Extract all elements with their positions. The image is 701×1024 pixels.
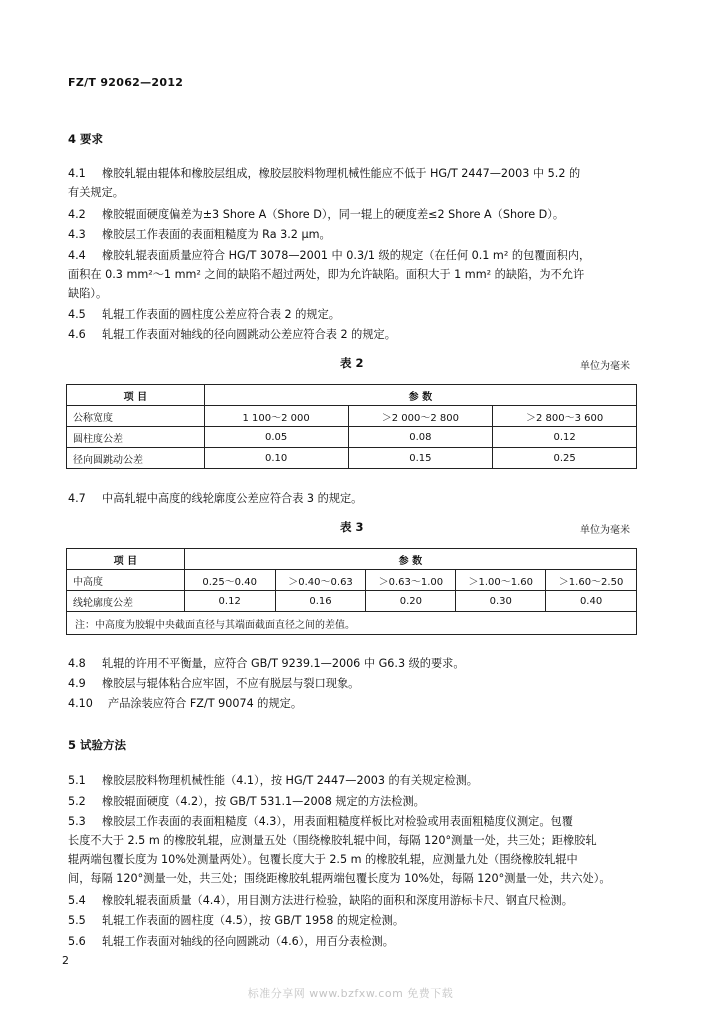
table-header-cell: 参 数 [184, 549, 636, 570]
clause-text: 有关规定。 [68, 186, 124, 199]
clause-4-3 [68, 225, 331, 244]
table-cell: 1 100～2 000 [204, 406, 348, 427]
clause-text: 缺陷）。 [68, 287, 108, 300]
page-number: 2 [62, 954, 69, 967]
clause-text: 轧辊的许用不平衡量，应符合 GB/T 9239.1—2006 中 G6.3 级的要求。 [102, 657, 465, 670]
clause-4-5 [68, 305, 340, 324]
clause-text: 轧辊工作表面对轴线的径向圆跳动（4.6），用百分表检测。 [102, 935, 394, 948]
clause-text: 橡胶辊面硬度（4.2），按 GB/T 531.1—2008 规定的方法检测。 [102, 795, 425, 808]
table-cell: 0.12 [493, 427, 637, 448]
clause-text: 橡胶轧辊表面质量（4.4），用目测方法进行检验，缺陷的面积和深度用游标卡尺、钢直尺检测。 [102, 894, 573, 907]
table-2-caption: 表 2 [340, 356, 364, 370]
table-cell: 0.10 [204, 448, 348, 469]
table-cell: 0.25 [493, 448, 637, 469]
clause-4-9 [68, 674, 359, 693]
clause-number: 5.1 [68, 774, 86, 787]
section-5-title: 5 试验方法 [68, 738, 127, 752]
table-header-row [67, 385, 637, 406]
clause-4-4 [68, 246, 590, 303]
table-cell: 0.12 [184, 591, 275, 612]
clause-5-4 [68, 891, 573, 910]
table-cell: ＞2 000～2 800 [348, 406, 493, 427]
clause-text: 产品涂装应符合 FZ/T 90074 的规定。 [108, 697, 303, 710]
table-cell: 0.40 [546, 591, 637, 612]
clause-number: 4.4 [68, 249, 86, 262]
table-note-row [67, 612, 637, 635]
table-cell: 0.30 [456, 591, 546, 612]
clause-number: 4.1 [68, 167, 86, 180]
clause-text: 间，每隔 120°测量一处，共三处；围绕距橡胶轧辊两端包覆长度为 10%处，每隔 120°测量一处，共六处）。 [68, 872, 611, 885]
clause-text: 面积在 0.3 mm²～1 mm² 之间的缺陷不超过两处，即为允许缺陷。面积大于 1 mm² 的缺陷，为不允许 [68, 268, 585, 281]
clause-number: 5.3 [68, 815, 86, 828]
clause-4-6 [68, 325, 396, 344]
table-header-row [67, 549, 637, 570]
table-cell: ＞2 800～3 600 [493, 406, 637, 427]
table-cell: ＞0.40～0.63 [275, 570, 366, 591]
table-cell: 线轮廓度公差 [67, 591, 185, 612]
clause-text: 轧辊工作表面的圆柱度（4.5），按 GB/T 1958 的规定检测。 [102, 914, 405, 927]
clause-4-1 [68, 164, 580, 202]
clause-text: 长度不大于 2.5 m 的橡胶轧辊，应测量五处（围绕橡胶轧辊中间，每隔 120°测量一处，共三处；距橡胶轧 [68, 834, 597, 847]
watermark: 标准分享网 www.bzfxw.com 免费下载 [247, 987, 454, 1000]
table-header-cell: 参 数 [204, 385, 636, 406]
clause-number: 4.5 [68, 308, 86, 321]
table-cell: ＞0.63～1.00 [366, 570, 456, 591]
clause-5-5 [68, 911, 404, 930]
table-row [67, 406, 637, 427]
clause-number: 4.6 [68, 328, 86, 341]
table-cell: 0.15 [348, 448, 493, 469]
clause-number: 5.2 [68, 795, 86, 808]
table-cell: 中高度 [67, 570, 185, 591]
table-3-caption: 表 3 [340, 520, 364, 534]
clause-number: 5.6 [68, 935, 86, 948]
table-row [67, 427, 637, 448]
clause-text: 轧辊工作表面的圆柱度公差应符合表 2 的规定。 [102, 308, 340, 321]
table-cell: 公称宽度 [67, 406, 205, 427]
document-header: FZ/T 92062—2012 [68, 76, 184, 89]
clause-5-2 [68, 792, 425, 811]
table-cell: 0.25～0.40 [184, 570, 275, 591]
table-3-unit: 单位为毫米 [580, 525, 630, 536]
clause-text: 橡胶轧辊由辊体和橡胶层组成，橡胶层胶料物理机械性能应不低于 HG/T 2447—2003 中 5.2 的 [102, 167, 581, 180]
clause-text: 橡胶辊面硬度偏差为±3 Shore A（Shore D），同一辊上的硬度差≤2 Shore A（Shore D）。 [102, 208, 565, 221]
clause-4-7 [68, 489, 362, 508]
clause-text: 橡胶层与辊体粘合应牢固，不应有脱层与裂口现象。 [102, 677, 360, 690]
table-row [67, 448, 637, 469]
clause-text: 橡胶轧辊表面质量应符合 HG/T 3078—2001 中 0.3/1 级的规定（在任何 0.1 m² 的包覆面积内， [102, 249, 591, 262]
table-row [67, 570, 637, 591]
table-2 [66, 384, 637, 469]
table-2-unit: 单位为毫米 [580, 361, 630, 372]
clause-text: 橡胶层工作表面的表面粗糙度为 Ra 3.2 μm。 [102, 228, 331, 241]
clause-number: 4.10 [68, 697, 93, 710]
table-cell: ＞1.60～2.50 [546, 570, 637, 591]
clause-number: 5.5 [68, 914, 86, 927]
table-cell: 径向圆跳动公差 [67, 448, 205, 469]
clause-text: 辊两端包覆长度为 10%处测量两处）。包覆长度大于 2.5 m 的橡胶轧辊，应测量九处（围绕橡胶轧辊中 [68, 853, 578, 866]
clause-number: 5.4 [68, 894, 86, 907]
clause-number: 4.3 [68, 228, 86, 241]
table-cell: 0.20 [366, 591, 456, 612]
table-header-cell: 项 目 [67, 549, 185, 570]
clause-text: 橡胶层胶料物理机械性能（4.1），按 HG/T 2447—2003 的有关规定检测。 [102, 774, 478, 787]
table-row [67, 591, 637, 612]
clause-4-8 [68, 654, 465, 673]
clause-number: 4.8 [68, 657, 86, 670]
table-cell: 圆柱度公差 [67, 427, 205, 448]
section-4-title: 4 要求 [68, 132, 104, 146]
clause-number: 4.2 [68, 208, 86, 221]
clause-number: 4.9 [68, 677, 86, 690]
clause-5-6 [68, 932, 394, 951]
clause-4-10 [68, 694, 302, 713]
table-cell: 0.08 [348, 427, 493, 448]
clause-text: 橡胶层工作表面的表面粗糙度（4.3），用表面粗糙度样板比对检验或用表面粗糙度仪测定。包覆 [102, 815, 573, 828]
clause-text: 轧辊工作表面对轴线的径向圆跳动公差应符合表 2 的规定。 [102, 328, 396, 341]
clause-5-3 [68, 812, 611, 888]
table-cell: ＞1.00～1.60 [456, 570, 546, 591]
clause-number: 4.7 [68, 492, 86, 505]
clause-5-1 [68, 771, 478, 790]
table-cell: 0.16 [275, 591, 366, 612]
table-3 [66, 548, 637, 635]
table-note: 注：中高度为胶辊中央截面直径与其端面截面直径之间的差值。 [67, 612, 637, 635]
table-cell: 0.05 [204, 427, 348, 448]
clause-4-2 [68, 205, 564, 224]
table-header-cell: 项 目 [67, 385, 205, 406]
clause-text: 中高轧辊中高度的线轮廓度公差应符合表 3 的规定。 [102, 492, 363, 505]
